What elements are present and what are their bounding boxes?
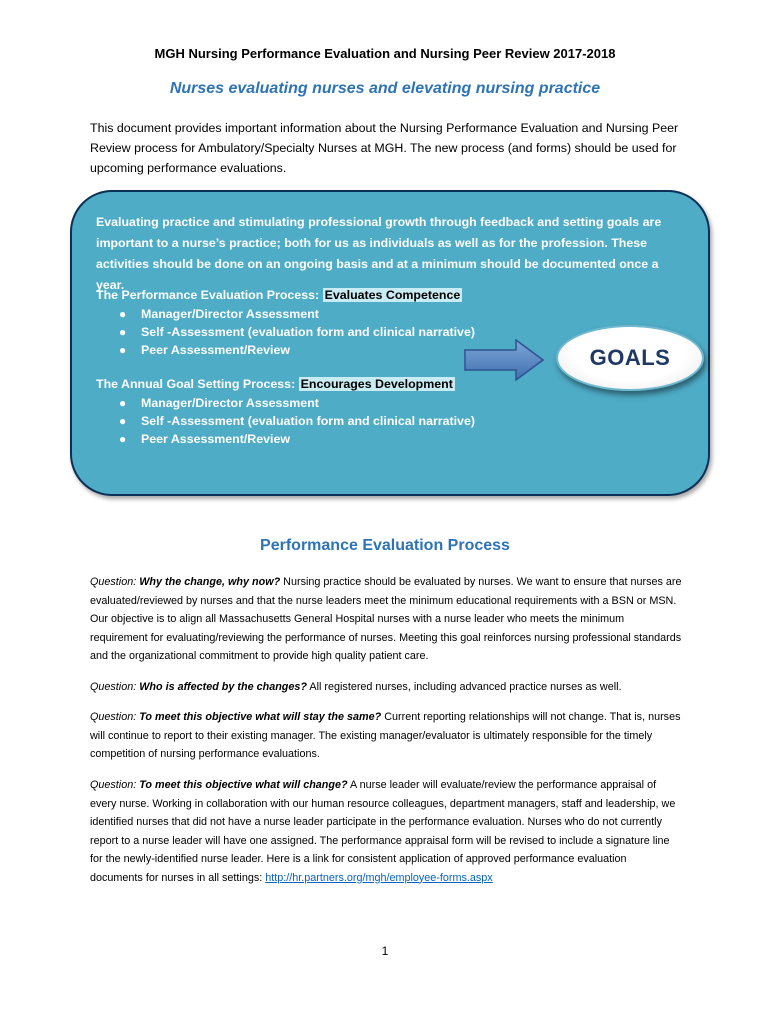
list-item: ● Manager/Director Assessment	[119, 307, 319, 321]
employee-forms-link[interactable]: http://hr.partners.org/mgh/employee-forms.aspx	[265, 871, 493, 884]
goals-badge: GOALS	[556, 325, 704, 391]
answer-text: Nursing practice should be evaluated by nurses. We want to ensure that nurses are evaluated/reviewed by nurses and that the nurse leaders meet the minimum educational requirements with a BSN or MSN. Our objective is to align all Massachusetts General Hospital nurses with a nurse leader who meets the minimum requirement for evaluating/reviewing the performance of nurses. Meeting this goal reinforces nursing professional standards and the organizational commitment to provide high quality patient care.	[90, 576, 682, 662]
document-subtitle: Nurses evaluating nurses and elevating nursing practice	[169, 80, 601, 97]
answer-text: All registered nurses, including advanced practice nurses as well.	[307, 681, 622, 693]
process-highlight: Encourages Development	[300, 377, 453, 391]
bullet-icon: ●	[119, 325, 127, 339]
document-header: MGH Nursing Performance Evaluation and Nursing Peer Review 2017-2018	[154, 46, 616, 61]
callout-intro-text: Evaluating practice and stimulating professional growth through feedback and setting goals are important to a nurse’s practice; both for us as individuals as well as for the profession. These activities should be done on an ongoing basis and at a minimum should be documented once a year.	[96, 215, 662, 292]
answer-text: Current reporting relationships will not change. That is, nurses will continue to report to their existing manager. The existing manager/evaluator is ultimately responsible for the timely competition of nursing performance evaluations.	[90, 711, 681, 760]
bullet-icon: ●	[119, 432, 127, 446]
question-text: Why the change, why now?	[139, 576, 281, 588]
question-text: Who is affected by the changes?	[139, 681, 308, 693]
goal-setting-list	[116, 394, 475, 448]
qa-paragraph: Question: Who is affected by the changes? All registered nurses, including advanced practice nurses as well.	[90, 681, 622, 693]
list-item: ● Self -Assessment (evaluation form and clinical narrative)	[119, 325, 475, 339]
goals-callout-box	[70, 190, 710, 496]
performance-evaluation-process-title	[96, 288, 462, 302]
qa-paragraph: Question: To meet this objective what will stay the same? Current reporting relationships will not change. That is, nurses will continue to report to their existing manager. The existing manager/evaluator is ultimately responsible for the timely competition of nursing performance evaluations.	[90, 711, 681, 760]
list-item: ● Self -Assessment (evaluation form and clinical narrative)	[119, 414, 475, 428]
bullet-icon: ●	[119, 343, 127, 357]
bullet-icon: ●	[119, 307, 127, 321]
list-item: ● Manager/Director Assessment	[119, 396, 319, 410]
section-heading: Performance Evaluation Process	[260, 537, 510, 554]
process-title-label: The Performance Evaluation Process:	[96, 288, 320, 302]
question-text: To meet this objective what will change?	[139, 779, 348, 791]
list-item: ● Peer Assessment/Review	[119, 432, 291, 446]
page-number: 1	[381, 944, 389, 958]
intro-paragraph: This document provides important information about the Nursing Performance Evaluation and Nursing Peer Review process for Ambulatory/Specialty Nurses at MGH. The new process (and forms) should be used for upcoming performance evaluations.	[90, 121, 679, 175]
list-item: ● Peer Assessment/Review	[119, 343, 291, 357]
goal-setting-process-title	[96, 377, 455, 391]
process-highlight: Evaluates Competence	[324, 288, 461, 302]
question-text: To meet this objective what will stay the same?	[139, 711, 382, 723]
qa-paragraph: Question: Why the change, why now? Nursing practice should be evaluated by nurses. We want to ensure that nurses are evaluated/reviewed by nurses and that the nurse leaders meet the minimum educational requirements with a BSN or MSN. Our objective is to align all Massachusetts General Hospital nurses with a nurse leader who meets the minimum requirement for evaluating/reviewing the performance of nurses. Meeting this goal reinforces nursing professional standards and the organizational commitment to provide high quality patient care.	[90, 576, 682, 662]
performance-evaluation-list	[116, 305, 475, 359]
process-title-label: The Annual Goal Setting Process:	[96, 377, 296, 391]
bullet-icon: ●	[119, 396, 127, 410]
bullet-icon: ●	[119, 414, 127, 428]
right-arrow-icon	[464, 339, 544, 381]
answer-text: A nurse leader will evaluate/review the performance appraisal of every nurse. Working in collaboration with our human resource colleagues, department managers, staff and leadership, we identified nurses that did not have a nurse leader participate in the performance evaluation. Nurses who do not currently report to a nurse leader will have one assigned. The performance appraisal form will be revised to include a signature line for the newly-identified nurse leader. Here is a link for consistent application of approved performance evaluation documents for nurses in all settings:	[90, 779, 676, 884]
qa-paragraph: Question: To meet this objective what will change? A nurse leader will evaluate/review the performance appraisal of every nurse. Working in collaboration with our human resource colleagues, department managers, staff and leadership, we identified nurses that did not have a nurse leader participate in the performance evaluation. Nurses who do not currently report to a nurse leader will have one assigned. The performance appraisal form will be revised to include a signature line for the newly-identified nurse leader. Here is a link for consistent application of approved performance evaluation documents for nurses in all settings: http://hr.partners.org/mgh/employee-forms.aspx	[90, 779, 676, 884]
